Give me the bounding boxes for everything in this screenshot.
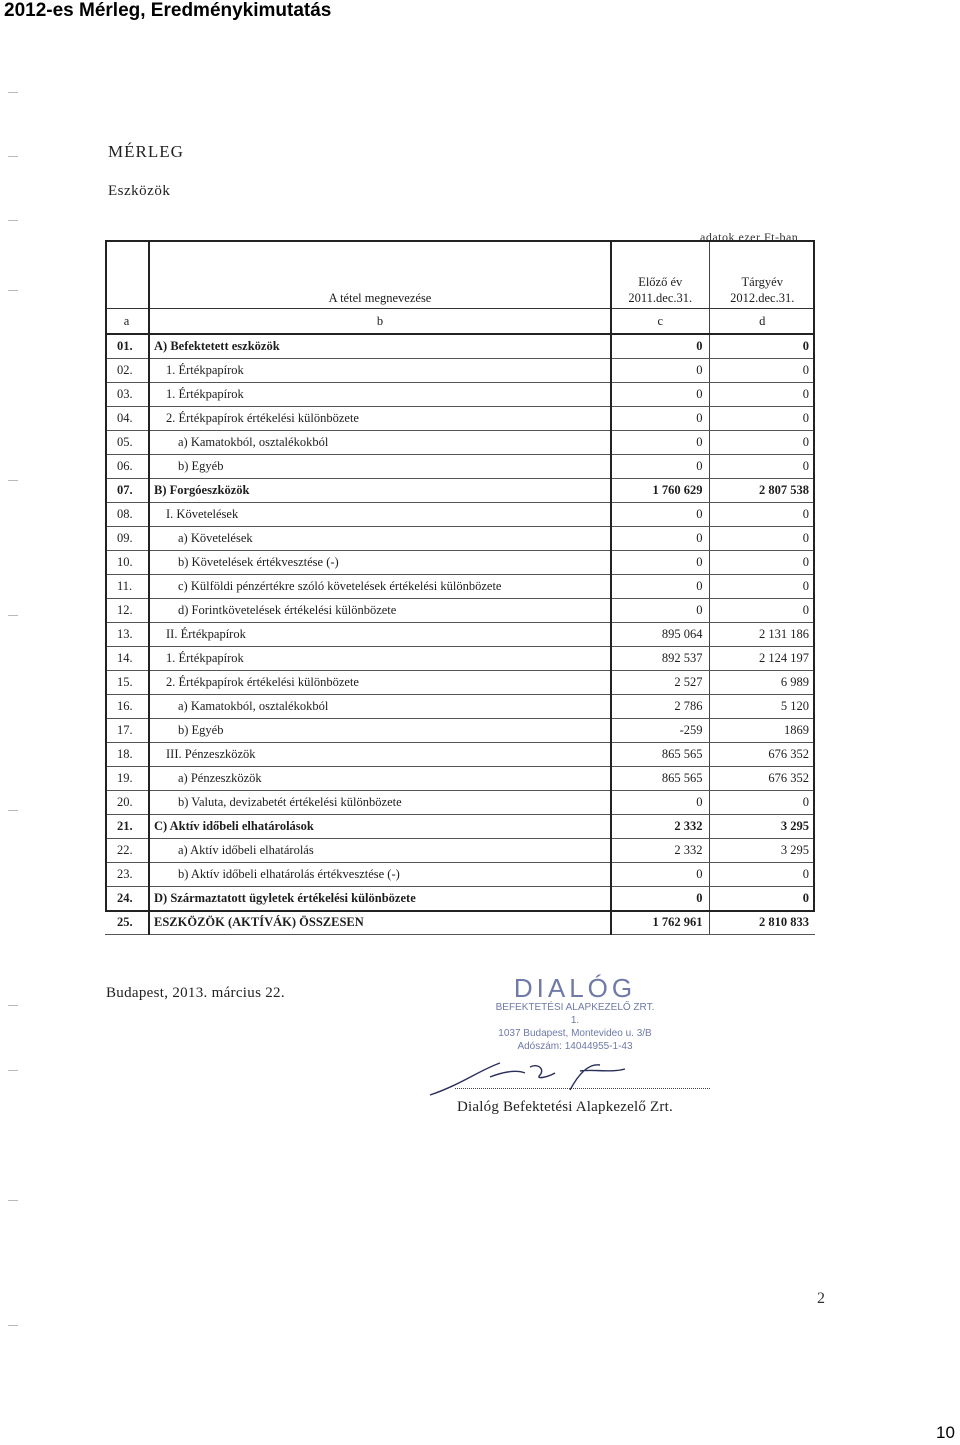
table-row [105,455,815,479]
row-index: 08. [105,503,149,527]
balance-table-body [105,242,815,935]
row-prev-value: 895 064 [611,623,709,647]
table-row [105,383,815,407]
scan-mark [8,480,18,481]
row-index: 05. [105,431,149,455]
table-row [105,791,815,815]
row-prev-value: 0 [611,359,709,383]
row-curr-value: 0 [709,551,815,575]
stamp-logo: DIALÓG [513,973,637,1003]
row-curr-value: 6 989 [709,671,815,695]
row-index: 09. [105,527,149,551]
row-curr-value: 2 810 833 [709,911,815,935]
row-prev-value: 2 332 [611,815,709,839]
row-prev-value: 0 [611,863,709,887]
table-row [105,623,815,647]
scan-mark [8,156,18,157]
company-stamp [455,975,695,1055]
table-row [105,359,815,383]
balance-heading: MÉRLEG [108,142,184,161]
row-index: 19. [105,767,149,791]
table-row [105,479,815,503]
row-prev-value: 2 332 [611,839,709,863]
column-letter: b [149,309,611,335]
row-curr-value: 1869 [709,719,815,743]
row-name: d) Forintkövetelések értékelési különbözete [149,599,611,623]
row-curr-value: 2 124 197 [709,647,815,671]
table-row [105,719,815,743]
row-index: 22. [105,839,149,863]
row-index: 10. [105,551,149,575]
row-prev-value: 0 [611,551,709,575]
table-row [105,431,815,455]
row-index: 04. [105,407,149,431]
row-name: b) Aktív időbeli elhatárolás értékvesztése (-) [149,863,611,887]
row-index: 01. [105,334,149,359]
table-row [105,911,815,935]
scan-mark [8,290,18,291]
row-index: 12. [105,599,149,623]
row-name: A) Befektetett eszközök [149,334,611,359]
row-curr-value: 676 352 [709,743,815,767]
table-row [105,695,815,719]
unit-note: adatok ezer Ft-ban [700,230,799,244]
row-curr-value: 0 [709,599,815,623]
table-row [105,767,815,791]
row-prev-value: 1 762 961 [611,911,709,935]
balance-subheading: Eszközök [108,183,171,199]
row-prev-value: 0 [611,383,709,407]
row-prev-value: 0 [611,503,709,527]
header-curr-date: 2012.dec.31. [730,291,795,305]
row-index: 25. [105,911,149,935]
row-name: b) Valuta, devizabetét értékelési különbözete [149,791,611,815]
row-prev-value: 0 [611,527,709,551]
table-row [105,503,815,527]
row-prev-value: 0 [611,431,709,455]
row-index: 17. [105,719,149,743]
table-header-row [105,242,815,309]
scan-mark [8,220,18,221]
row-prev-value: 2 786 [611,695,709,719]
row-index: 24. [105,887,149,911]
row-curr-value: 0 [709,431,815,455]
row-curr-value: 0 [709,407,815,431]
row-prev-value: 0 [611,455,709,479]
row-index: 20. [105,791,149,815]
row-name: D) Származtatott ügyletek értékelési különbözete [149,887,611,911]
row-name: a) Kamatokból, osztalékokból [149,431,611,455]
column-letter-row [105,309,815,335]
row-name: 2. Értékpapírok értékelési különbözete [149,407,611,431]
row-index: 07. [105,479,149,503]
row-index: 16. [105,695,149,719]
row-name: B) Forgóeszközök [149,479,611,503]
row-index: 03. [105,383,149,407]
column-letter: a [105,309,149,335]
table-row [105,575,815,599]
row-prev-value: 892 537 [611,647,709,671]
row-name: a) Aktív időbeli elhatárolás [149,839,611,863]
row-prev-value: 0 [611,791,709,815]
row-curr-value: 0 [709,359,815,383]
scan-mark [8,1200,18,1201]
table-row [105,551,815,575]
table-row [105,334,815,359]
header-curr-label: Tárgyév [741,275,783,289]
balance-table [105,242,815,935]
scan-mark [8,92,18,93]
row-name: b) Követelések értékvesztése (-) [149,551,611,575]
row-name: c) Külföldi pénzértékre szóló követelések értékelési különbözete [149,575,611,599]
row-name: C) Aktív időbeli elhatárolások [149,815,611,839]
row-name: II. Értékpapírok [149,623,611,647]
stamp-tax-number: Adószám: 14044955-1-43 [517,1041,633,1052]
scan-mark [8,1005,18,1006]
table-row [105,407,815,431]
scan-mark [8,615,18,616]
row-curr-value: 5 120 [709,695,815,719]
row-index: 23. [105,863,149,887]
row-name: I. Követelések [149,503,611,527]
stamp-company: BEFEKTETÉSI ALAPKEZELŐ ZRT. [495,1002,655,1013]
row-prev-value: 0 [611,575,709,599]
row-prev-value: 865 565 [611,767,709,791]
row-curr-value: 0 [709,887,815,911]
signature-line [455,1088,710,1089]
row-index: 13. [105,623,149,647]
signatory-name: Dialóg Befektetési Alapkezelő Zrt. [457,1099,673,1115]
row-name: III. Pénzeszközök [149,743,611,767]
row-prev-value: 865 565 [611,743,709,767]
row-prev-value: 1 760 629 [611,479,709,503]
inner-page-number: 2 [817,1290,825,1307]
row-name: 1. Értékpapírok [149,359,611,383]
row-index: 14. [105,647,149,671]
table-row [105,863,815,887]
row-name: b) Egyéb [149,719,611,743]
row-index: 06. [105,455,149,479]
table-row [105,527,815,551]
table-row [105,599,815,623]
row-index: 02. [105,359,149,383]
row-name: a) Követelések [149,527,611,551]
scan-mark [8,1325,18,1326]
row-curr-value: 3 295 [709,815,815,839]
table-row [105,647,815,671]
row-curr-value: 0 [709,863,815,887]
row-index: 21. [105,815,149,839]
header-cell-curr [709,242,815,309]
row-index: 11. [105,575,149,599]
header-prev-label: Előző év [638,275,683,289]
row-name: b) Egyéb [149,455,611,479]
place-date: Budapest, 2013. március 22. [106,985,285,1001]
column-letter: c [611,309,709,335]
row-curr-value: 0 [709,455,815,479]
row-prev-value: 2 527 [611,671,709,695]
stamp-address: 1037 Budapest, Montevideo u. 3/B [498,1028,652,1039]
table-row [105,743,815,767]
row-curr-value: 0 [709,527,815,551]
column-letter: d [709,309,815,335]
row-name: 2. Értékpapírok értékelési különbözete [149,671,611,695]
row-curr-value: 676 352 [709,767,815,791]
row-index: 15. [105,671,149,695]
row-prev-value: 0 [611,334,709,359]
document-title: 2012-es Mérleg, Eredménykimutatás [4,0,332,21]
row-name: a) Pénzeszközök [149,767,611,791]
header-prev-date: 2011.dec.31. [628,291,693,305]
row-curr-value: 0 [709,575,815,599]
row-name: 1. Értékpapírok [149,383,611,407]
table-row [105,839,815,863]
table-row [105,815,815,839]
handwritten-signature [420,1055,640,1100]
row-curr-value: 0 [709,503,815,527]
row-curr-value: 3 295 [709,839,815,863]
row-curr-value: 0 [709,334,815,359]
scan-mark [8,810,18,811]
row-prev-value: 0 [611,407,709,431]
table-row [105,671,815,695]
row-index: 18. [105,743,149,767]
header-cell-index [105,242,149,309]
row-prev-value: -259 [611,719,709,743]
row-curr-value: 0 [709,791,815,815]
row-curr-value: 2 131 186 [709,623,815,647]
page-number: 10 [936,1423,955,1442]
header-cell-name: A tétel megnevezése [149,242,611,309]
scan-mark [8,1070,18,1071]
row-name: ESZKÖZÖK (AKTÍVÁK) ÖSSZESEN [149,911,611,935]
row-curr-value: 0 [709,383,815,407]
row-prev-value: 0 [611,599,709,623]
row-name: 1. Értékpapírok [149,647,611,671]
header-cell-prev [611,242,709,309]
stamp-number: 1. [570,1015,580,1026]
table-row [105,887,815,911]
row-name: a) Kamatokból, osztalékokból [149,695,611,719]
row-prev-value: 0 [611,887,709,911]
row-curr-value: 2 807 538 [709,479,815,503]
